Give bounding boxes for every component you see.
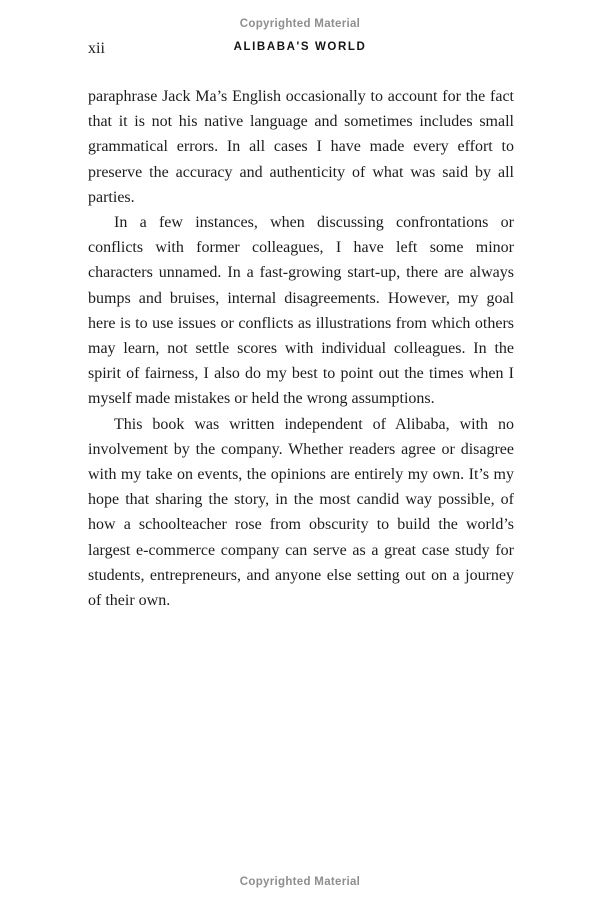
paragraph: paraphrase Jack Ma’s English occasionally to account for the fact that it is not his native language and sometimes includes small grammatical errors. In all cases I have made every effort to preserve the accuracy and authenticity of what was said by all parties. [88, 88, 514, 206]
body-text [88, 84, 514, 613]
copyright-notice-top: Copyrighted Material [239, 18, 361, 30]
paragraph: This book was written independent of Alibaba, with no involvement by the company. Whether readers agree or disagree with my take on events, the opinions are entirely my own. It’s my hope that sharing the story, in the most candid way possible, of how a schoolteacher rose from obscurity to build the world’s largest e-commerce company can serve as a great case study for students, entrepreneurs, and anyone else setting out on a journey of their own. [88, 415, 514, 610]
page-number: xii [88, 40, 105, 57]
running-title: ALIBABA'S WORLD [233, 41, 367, 53]
paragraph: In a few instances, when discussing confrontations or conflicts with former colleagues, I have left some minor characters unnamed. In a fast-growing start-up, there are always bumps and bruises, internal disagreements. However, my goal here is to use issues or conflicts as illustrations from which others may learn, not settle scores with individual colleagues. In the spirit of fairness, I also do my best to point out the times when I myself made mistakes or held the wrong assumptions. [88, 214, 514, 408]
copyright-notice-bottom: Copyrighted Material [239, 876, 361, 888]
running-header [0, 40, 600, 58]
